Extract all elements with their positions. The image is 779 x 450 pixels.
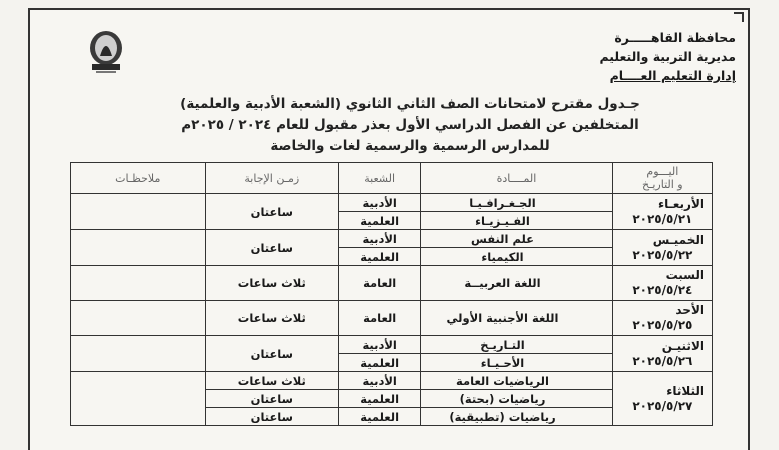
corner-mark [734,12,744,22]
subject-cell: رياضيات (بحتة) [421,390,612,408]
header-notes: ملاحظـات [71,163,206,194]
day-name: الثلاثاء [666,383,704,398]
subject-cell: علم النفس [421,230,612,248]
time-cell: ساعتان [205,390,338,408]
document-titles [130,94,690,157]
administration-label: إدارة التعليم العــــام [609,68,736,83]
governorate-label: محافظة القاهـــــرة [614,30,736,45]
title-line-3: للمدارس الرسمية والرسمية لغات والخاصة [270,138,550,154]
time-cell: ساعتان [205,336,338,372]
title-line-1: جـدول مقترح لامتحانات الصف الثاني الثانوي (الشعبة الأدبية والعلمية) [180,96,640,112]
day-name: الأحد [675,303,704,317]
day-name: الاثنيـن [661,338,704,353]
subject-cell: رياضيات (تطبيقية) [421,408,612,426]
subject-cell: الكيمياء [421,248,612,266]
day-cell [612,230,712,266]
table-row [71,230,713,248]
schedule-body [71,194,713,426]
day-cell [612,194,712,230]
branch-cell: الأدبية [339,372,421,390]
time-cell: ثلاث ساعات [205,372,338,390]
header-time: زمـن الإجابة [205,163,338,194]
document-sheet [28,8,750,450]
branch-cell: العلمية [339,248,421,266]
table-row [71,266,713,301]
branch-cell: العلمية [339,390,421,408]
title-line-2: المتخلفين عن الفصل الدراسي الأول بعذر مقبول للعام ٢٠٢٤ / ٢٠٢٥م [181,117,639,133]
subject-cell: الأحـيـاء [421,354,612,372]
subject-cell: التـاريـخ [421,336,612,354]
header-day: اليـــوم و التاريـخ [612,163,712,194]
day-name: الأربعـاء [658,196,704,211]
notes-cell [71,266,206,301]
day-date: ٢٠٢٥/٥/٢٧ [632,398,693,413]
subject-cell: اللغة العربيــة [421,266,612,301]
branch-cell: العلمية [339,408,421,426]
day-name: السبت [665,268,704,282]
branch-cell: الأدبية [339,230,421,248]
day-date: ٢٠٢٥/٥/٢٤ [632,283,693,297]
day-date: ٢٠٢٥/٥/٢٢ [632,247,693,262]
header-branch: الشعبة [339,163,421,194]
notes-cell [71,372,206,426]
time-cell: ساعتان [205,230,338,266]
day-date: ٢٠٢٥/٥/٢٥ [632,318,693,332]
time-cell: ثلاث ساعات [205,266,338,301]
subject-cell: الجـغـرافـيـا [421,194,612,212]
table-header-row [71,163,713,194]
branch-cell: العامة [339,301,421,336]
notes-cell [71,301,206,336]
time-cell: ساعتان [205,408,338,426]
table-row [71,301,713,336]
branch-cell: العلمية [339,212,421,230]
table-row [71,372,713,390]
day-cell [612,372,712,426]
issuer-header [536,28,736,85]
notes-cell [71,194,206,230]
day-date: ٢٠٢٥/٥/٢٦ [632,353,693,368]
day-cell [612,336,712,372]
exam-schedule-table [70,162,713,426]
table-row [71,336,713,354]
day-cell [612,266,712,301]
notes-cell [71,336,206,372]
branch-cell: العامة [339,266,421,301]
branch-cell: الأدبية [339,336,421,354]
directorate-label: مديرية التربية والتعليم [599,49,736,64]
time-cell: ثلاث ساعات [205,301,338,336]
time-cell: ساعتان [205,194,338,230]
branch-cell: الأدبية [339,194,421,212]
subject-cell: اللغة الأجنبية الأولي [421,301,612,336]
subject-cell: الفـيـزيـاء [421,212,612,230]
day-date: ٢٠٢٥/٥/٢١ [632,211,693,226]
branch-cell: العلمية [339,354,421,372]
table-row [71,194,713,212]
header-subject: المــــادة [421,163,612,194]
subject-cell: الرياضيات العامة [421,372,612,390]
notes-cell [71,230,206,266]
ministry-logo-icon [80,28,132,76]
day-cell [612,301,712,336]
day-name: الخميـس [652,232,704,247]
